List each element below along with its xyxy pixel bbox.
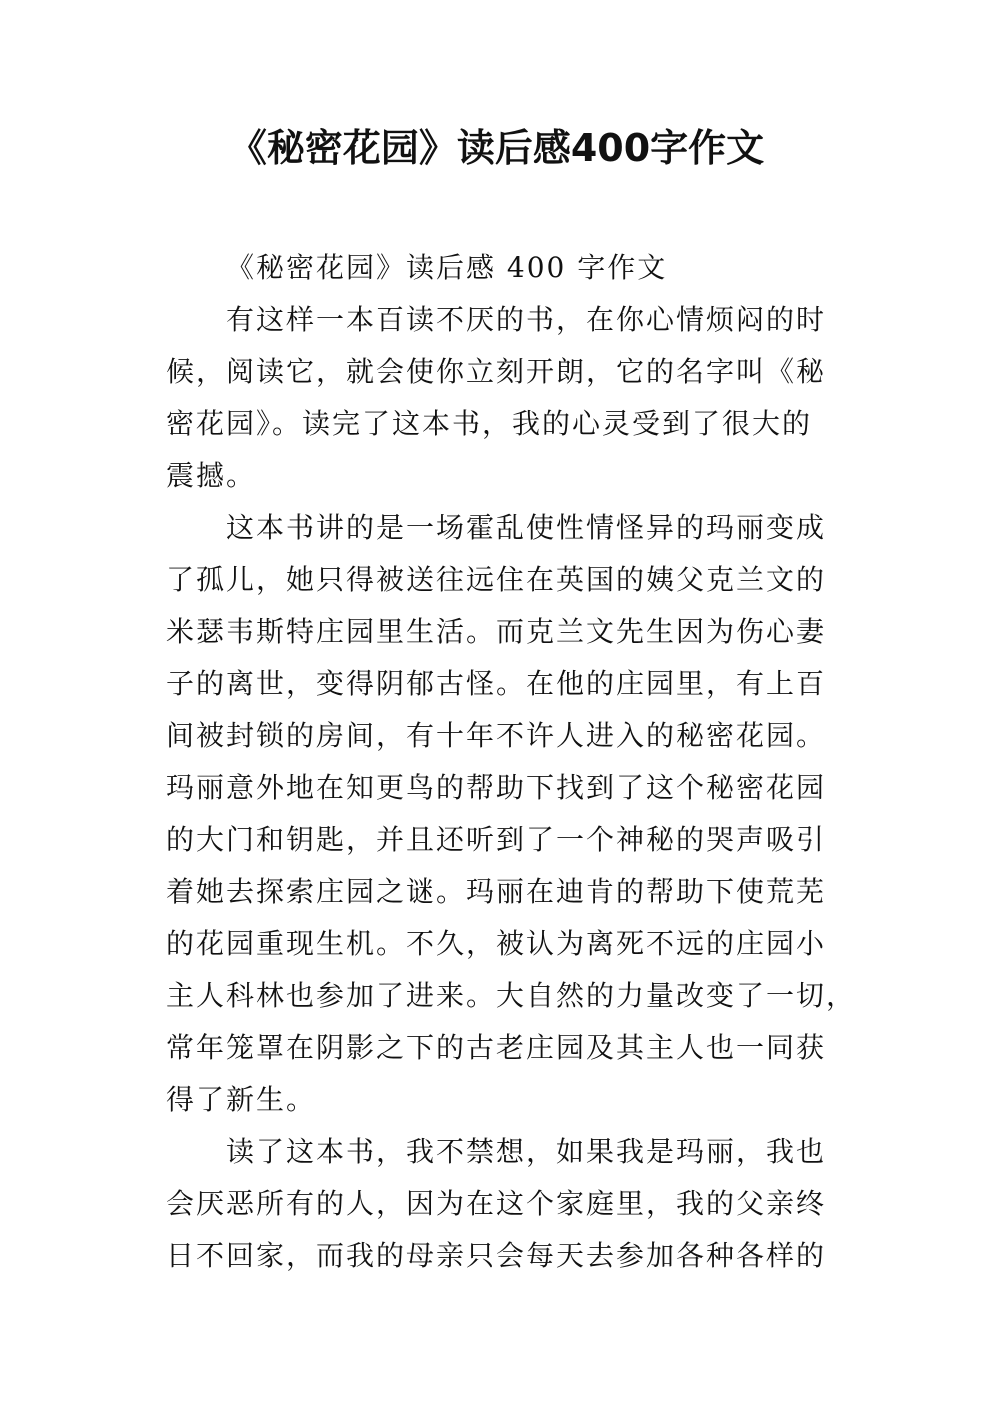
document-title: 《秘密花园》读后感400字作文 bbox=[228, 126, 765, 170]
text-line: 子的离世，变得阴郁古怪。在他的庄园里，有上百 bbox=[166, 667, 827, 700]
text-line: 《秘密花园》读后感 400 字作文 bbox=[226, 251, 668, 284]
text-line: 间被封锁的房间，有十年不许人进入的秘密花园。 bbox=[166, 719, 827, 752]
text-line: 震撼。 bbox=[166, 459, 257, 492]
text-line: 会厌恶所有的人，因为在这个家庭里，我的父亲终 bbox=[166, 1187, 827, 1220]
text-line: 的大门和钥匙，并且还听到了一个神秘的哭声吸引 bbox=[166, 823, 827, 856]
text-line: 着她去探索庄园之谜。玛丽在迪肯的帮助下使荒芜 bbox=[166, 875, 827, 908]
text-line: 得了新生。 bbox=[166, 1083, 317, 1116]
document-body bbox=[166, 242, 857, 1282]
text-line: 这本书讲的是一场霍乱使性情怪异的玛丽变成 bbox=[226, 511, 827, 544]
text-line: 了孤儿，她只得被送往远住在英国的姨父克兰文的 bbox=[166, 563, 827, 596]
text-line: 米瑟韦斯特庄园里生活。而克兰文先生因为伤心妻 bbox=[166, 615, 827, 648]
text-line: 常年笼罩在阴影之下的古老庄园及其主人也一同获 bbox=[166, 1031, 827, 1064]
text-line: 有这样一本百读不厌的书，在你心情烦闷的时 bbox=[226, 303, 827, 336]
text-line: 读了这本书，我不禁想，如果我是玛丽，我也 bbox=[226, 1135, 827, 1168]
text-line: 主人科林也参加了进来。大自然的力量改变了一切， bbox=[166, 979, 857, 1012]
text-line: 日不回家，而我的母亲只会每天去参加各种各样的 bbox=[166, 1239, 827, 1272]
text-line: 玛丽意外地在知更鸟的帮助下找到了这个秘密花园 bbox=[166, 771, 827, 804]
text-line: 密花园》。读完了这本书，我的心灵受到了很大的 bbox=[166, 407, 813, 440]
text-line: 的花园重现生机。不久，被认为离死不远的庄园小 bbox=[166, 927, 827, 960]
text-line: 候，阅读它，就会使你立刻开朗，它的名字叫《秘 bbox=[166, 355, 827, 388]
